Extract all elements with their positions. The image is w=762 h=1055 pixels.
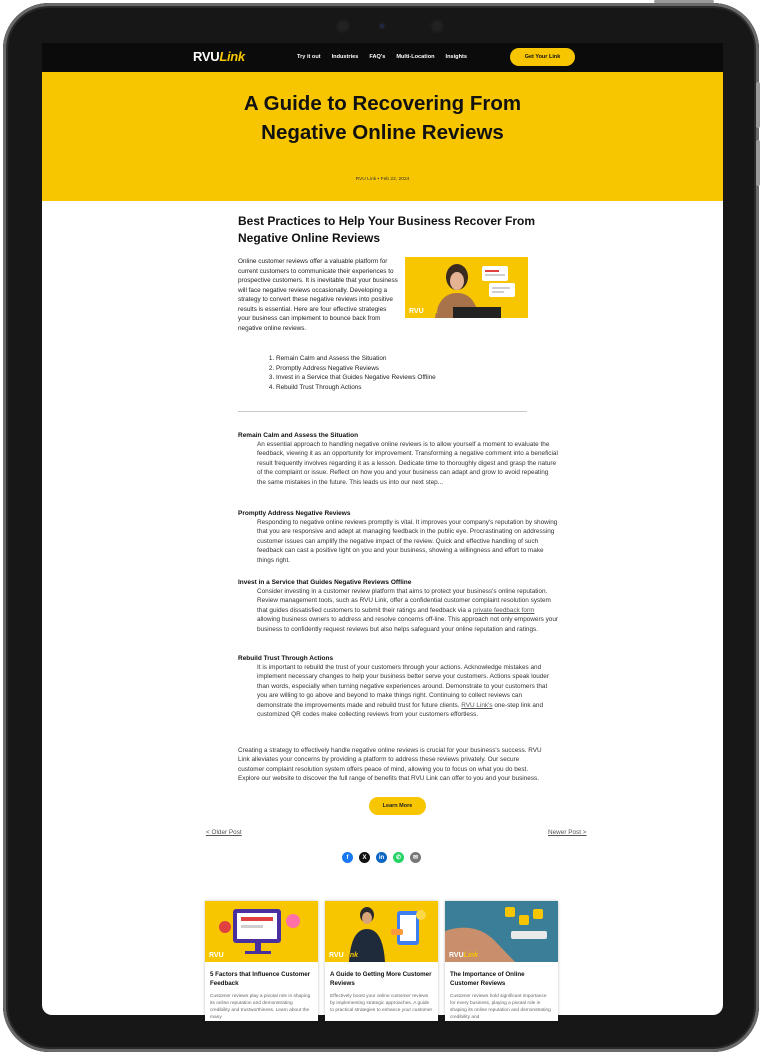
hero-banner <box>42 72 723 201</box>
article-heading: Best Practices to Help Your Business Recover From Negative Online Reviews <box>238 214 535 245</box>
newer-post-link[interactable]: Newer Post > <box>548 829 587 836</box>
nav-link-try-it-out[interactable]: Try it out <box>297 54 321 60</box>
facebook-icon[interactable]: f <box>342 852 353 863</box>
section-title: Remain Calm and Assess the Situation <box>238 432 359 439</box>
rvu-link-watermark: RVULink <box>329 952 359 959</box>
top-navbar <box>42 43 723 72</box>
list-item: 2. Promptly Address Negative Reviews <box>276 364 436 374</box>
card-description: Customer reviews play a pivotal role in shaping its online reputation and demonstrating credibility and trustworthiness. Learn about the many <box>210 994 311 1020</box>
browser-screen <box>42 43 723 1020</box>
list-item: 4. Rebuild Trust Through Actions <box>276 383 436 393</box>
article-hero-image <box>405 257 528 318</box>
get-your-link-button[interactable]: Get Your Link <box>510 48 575 66</box>
rvu-link-logo[interactable]: RVULink <box>193 49 245 64</box>
nav-links <box>297 54 467 60</box>
card-title: The Importance of Online Customer Reviews <box>450 971 525 987</box>
rvu-link-watermark: RVULink <box>449 952 479 959</box>
list-item: 3. Invest in a Service that Guides Negative Reviews Offline <box>276 373 436 383</box>
rvu-link-watermark: RVULink <box>409 308 439 315</box>
learn-more-button[interactable]: Learn More <box>369 797 426 815</box>
related-post-card[interactable] <box>325 901 438 1021</box>
share-buttons <box>342 852 421 863</box>
related-post-card[interactable] <box>205 901 318 1021</box>
divider <box>238 411 527 412</box>
older-post-link[interactable]: < Older Post <box>206 829 242 836</box>
nav-link-insights[interactable]: Insights <box>445 54 467 60</box>
card-description: Effectively boost your online customer reviews by implementing strategic approaches. A guide to practical strategies to enhance your customer <box>330 994 433 1013</box>
whatsapp-icon[interactable]: ✆ <box>393 852 404 863</box>
card-title: A Guide to Getting More Customer Reviews <box>330 971 432 987</box>
section-body: An essential approach to handling negative online reviews is to allow yourself a moment to evaluate the feedback, viewing it as an opportunity for improvement. Transforming a negative comment into a beneficial result frequently involves regarding it as a lesson. Dedicate time to thoroughly digest and grasp the nature of the complaint or issue. Reflect on how you and your business can adapt and grow to avoid repeating the same mistakes in the future. This leads us into our next step... <box>257 441 558 486</box>
list-item: 1. Remain Calm and Assess the Situation <box>276 354 436 364</box>
card-title: 5 Factors that Influence Customer Feedback <box>210 971 311 987</box>
front-sensor-icon <box>378 22 386 30</box>
intro-paragraph: Online customer reviews offer a valuable platform for current customers to communicate their experiences to prospective customers. It is inevitable that your business will face negative reviews occasionally. Developing a strategy to convert these negative reviews into positive results is essential. Here are four effective strategies your business can implement to bounce back from negative online reviews. <box>238 258 398 332</box>
section-title: Promptly Address Negative Reviews <box>238 510 351 517</box>
related-post-card[interactable] <box>445 901 558 1021</box>
section-remain-calm <box>238 431 558 487</box>
private-feedback-form-link[interactable]: private feedback form <box>472 606 535 614</box>
section-invest-service <box>238 578 558 634</box>
rvu-link-watermark: RVULink <box>209 952 239 959</box>
card-image <box>445 901 558 962</box>
nav-link-multi-location[interactable]: Multi-Location <box>396 54 435 60</box>
section-promptly-address <box>238 509 558 565</box>
section-body: Responding to negative online reviews promptly is vital. It improves your company's reputation by showing that you are responsive and adept at managing feedback in the public eye. Procrastinating on addressing customer issues can amplify the negative impact of the review. Quick and effective handling of such feedback can cast a positive light on you and your business, showing a willingness and effort to make things right. <box>257 519 558 564</box>
x-icon[interactable]: X <box>359 852 370 863</box>
rvu-link-link[interactable]: RVU Link's <box>461 701 493 709</box>
card-image <box>205 901 318 962</box>
post-meta: RVU Link • Feb 22, 2024 <box>355 177 410 182</box>
section-title: Rebuild Trust Through Actions <box>238 655 334 662</box>
section-body: Consider investing in a customer review platform that aims to protect your business's online reputation. Review management tools, such as RVU Link, offer a confidential customer complaint resolution system that guides dissatisfied customers to submit their ratings and feedback via a private feedback form allowing business owners to address and resolve concerns off-line. This approach not only empowers your business to confidently request reviews but also helps safeguard your online reputation and ratings. <box>257 588 558 633</box>
strategy-list <box>268 354 436 392</box>
camera-icon <box>430 19 444 33</box>
camera-icon <box>336 19 350 33</box>
section-body: It is important to rebuild the trust of your customers through your actions. Acknowledge mistakes and implement necessary changes to help your business better serve your customers. Actions speak louder than words, especially when turning negative experiences around. Demonstrate to your customers that you are willing to go above and beyond to make things right. Continuing to collect reviews can demonstrate the improvements made and rebuild trust for future clients. RVU Link's one-step link and customized QR codes make collecting reviews from your customers effortless. <box>257 664 549 719</box>
section-rebuild-trust <box>238 654 558 719</box>
volume-button <box>756 82 760 128</box>
email-icon[interactable]: ✉ <box>410 852 421 863</box>
power-button <box>654 0 714 3</box>
closing-paragraph: Creating a strategy to effectively handle negative online reviews is crucial for your business's success. RVU Link alleviates your concerns by providing a platform to address these reviews privately. Our secure customer complaint resolution system offers peace of mind, allowing you to focus on what you do best. Explore our website to discover the full range of benefits that RVU Link can offer to you and your business. <box>238 747 542 783</box>
page-title: A Guide to Recovering From Negative Online Reviews <box>243 92 522 144</box>
nav-link-faqs[interactable]: FAQ's <box>369 54 386 60</box>
card-description: Customer reviews hold significant importance for every business, playing a pivotal role in shaping its online reputation and demonstrating credibility and <box>450 994 551 1020</box>
article-body <box>238 213 558 809</box>
linkedin-icon[interactable]: in <box>376 852 387 863</box>
card-image <box>325 901 438 962</box>
volume-button <box>756 140 760 186</box>
section-title: Invest in a Service that Guides Negative Reviews Offline <box>238 579 412 586</box>
nav-link-industries[interactable]: Industries <box>331 54 359 60</box>
